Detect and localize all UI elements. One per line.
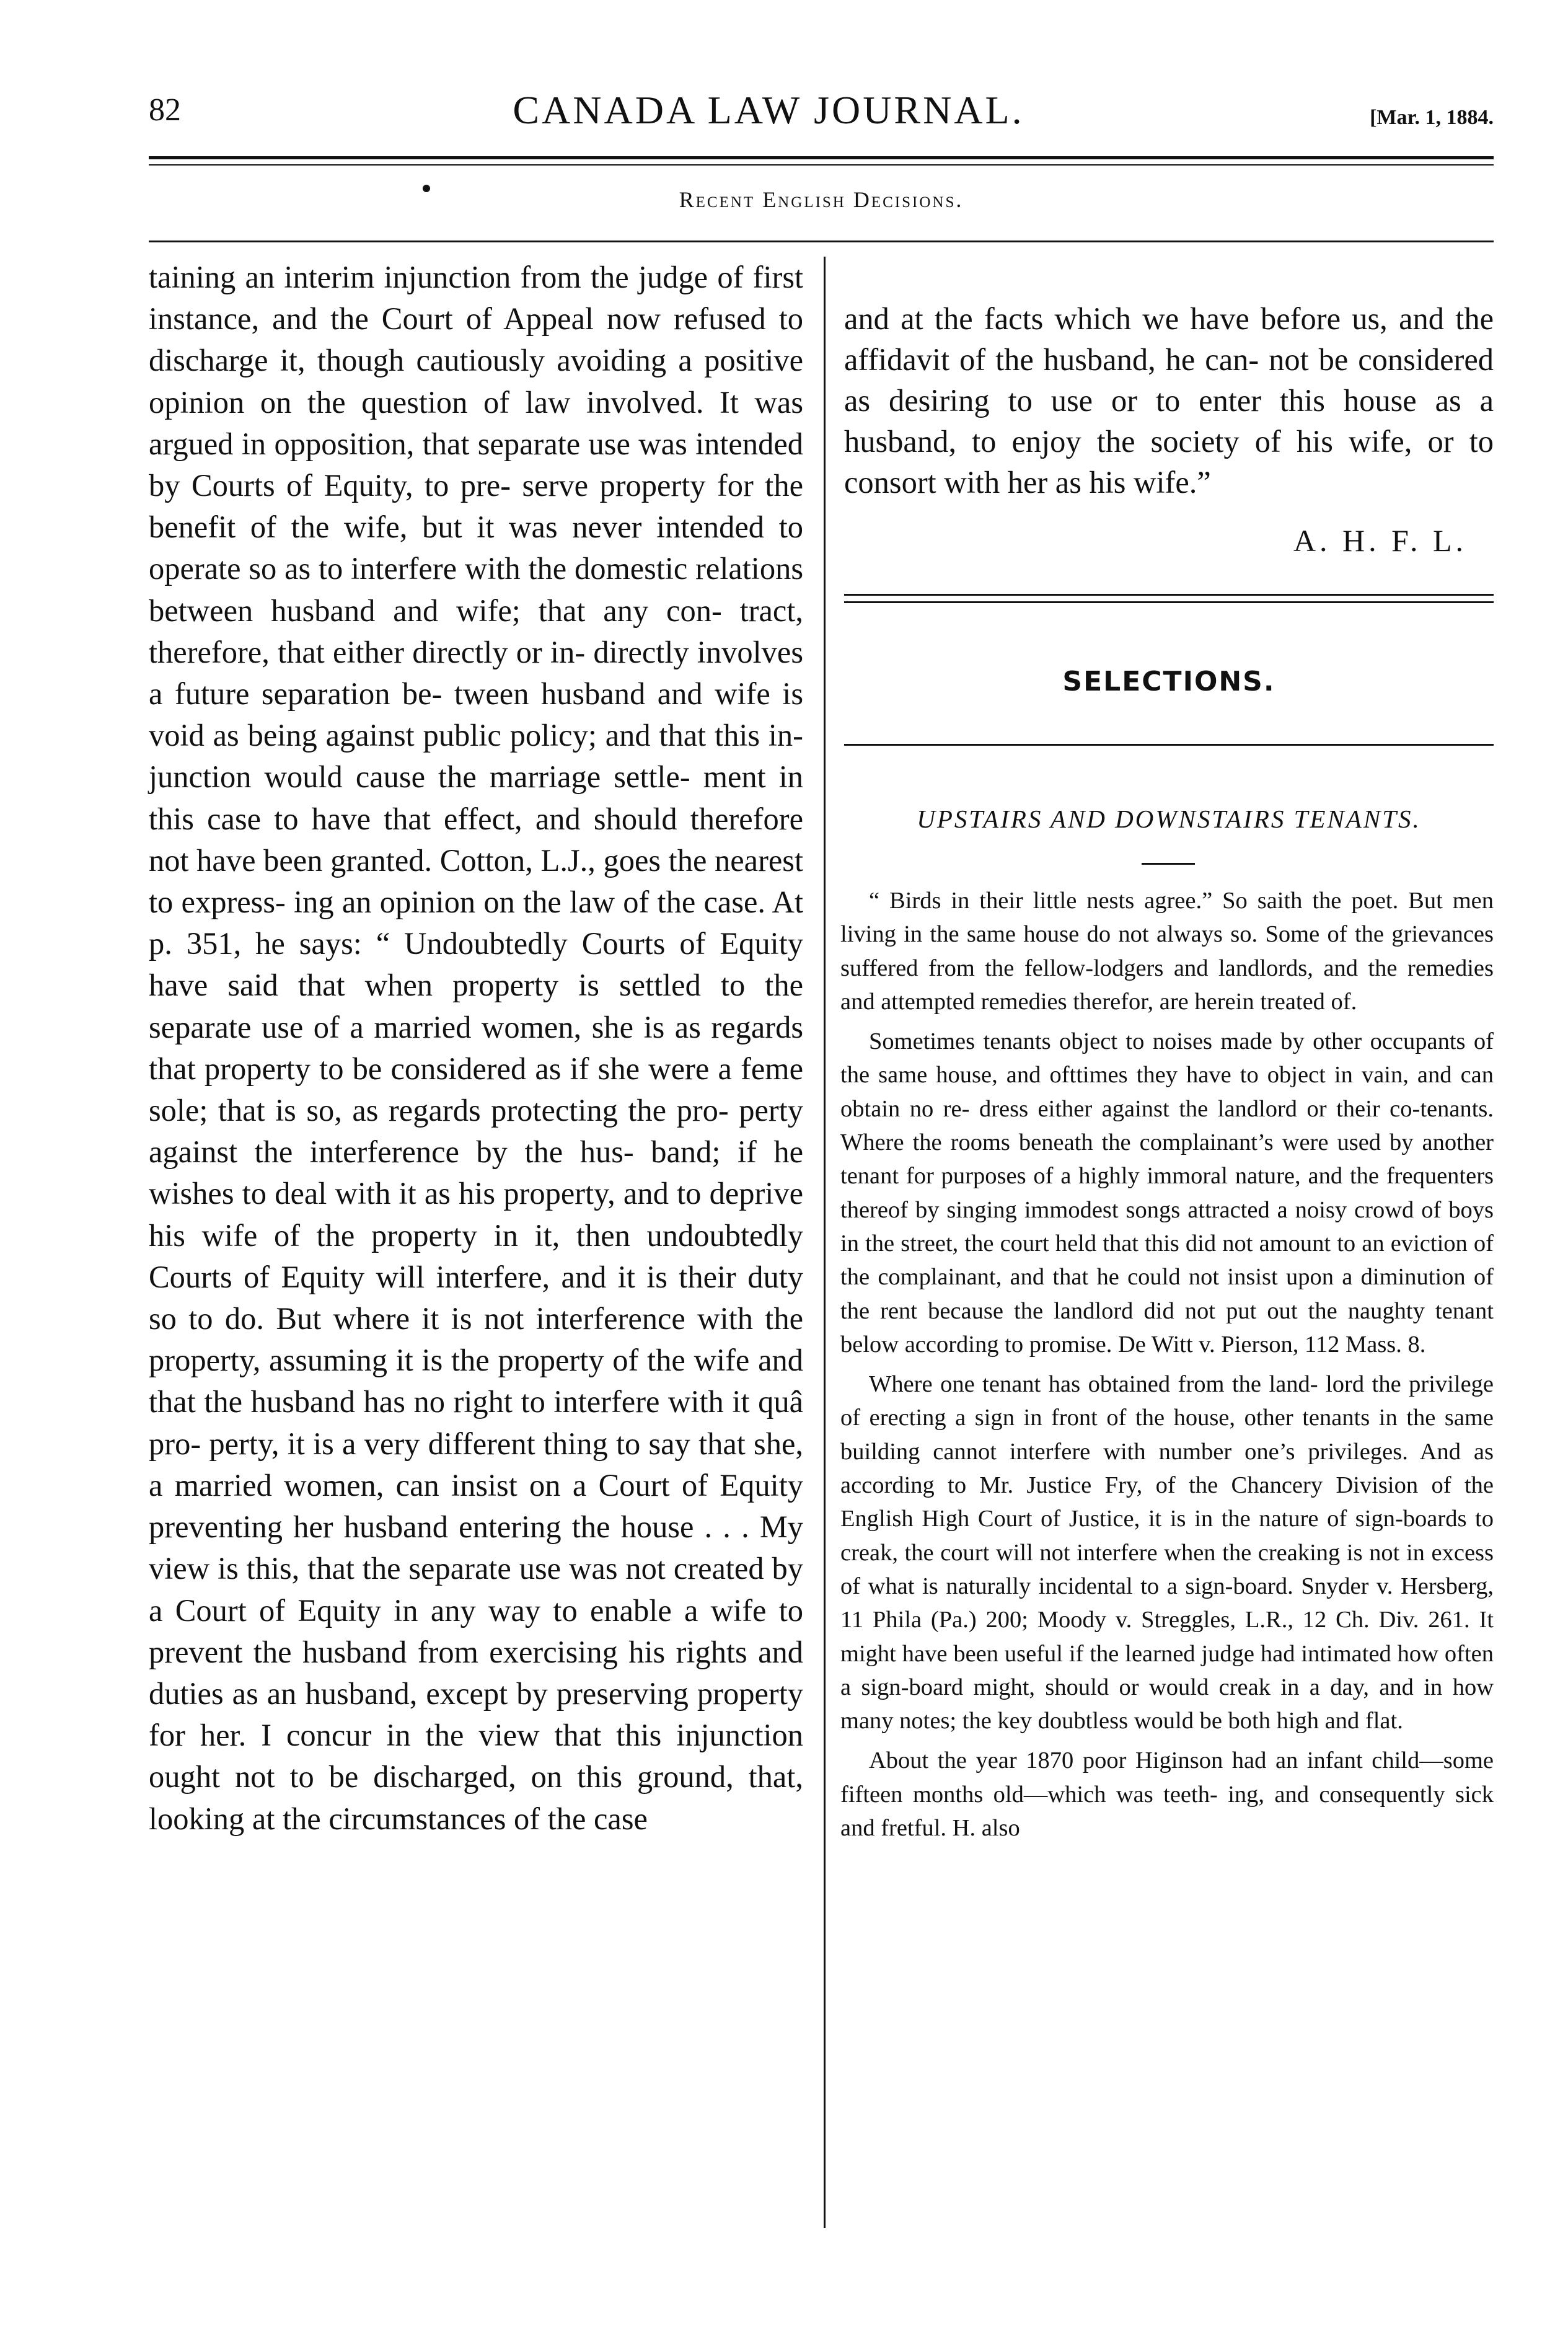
- running-head: Recent English Decisions.: [679, 187, 964, 212]
- running-head-rule: [149, 241, 1494, 242]
- left-column: [149, 257, 803, 1840]
- section-heading: SELECTIONS.: [1062, 666, 1275, 697]
- left-column-paragraph: taining an interim injunction from the judge of first instance, and the Court of Appeal now refused to discharge it, though cautiously avoiding a positive opinion on the question of law involved. It was argued in opposition, that separate use was intended by Courts of Equity, to pre- serve property for the benefit of the wife, but it was never intended to operate so as to interfere with the domestic relations between husband and wife; that any con- tract, therefore, that either directly or in- directly involves a future separation be- tween husband and wife is void as being against public policy; and that this in- junction would cause the marriage settle- ment in this case to have that effect, and should therefore not have been granted. Cotton, L.J., goes the nearest to express- ing an opinion on the law of the case. At p. 351, he says: “ Undoubtedly Courts of Equity have said that when property is settled to the separate use of a married women, she is as regards that property to be considered as if she were a feme sole; that is so, as regards protecting the pro- perty against the interference by the hus- band; if he wishes to deal with it as his property, and to deprive his wife of the property in it, then undoubtedly Courts of Equity will interfere, and it is their duty so to do. But where it is not interference with the property, assuming it is the property of the wife and that the husband has no right to interfere with it quâ pro- perty, it is a very different thing to say that she, a married women, can insist on a Court of Equity preventing her husband entering the house . . . My view is this, that the separate use was not created by a Court of Equity in any way to enable a wife to prevent the husband from exercising his rights and duties as an husband, except by preserving property for her. I concur in the view that this injunction ought not to be discharged, on this ground, that, looking at the circumstances of the case: [149, 260, 803, 1836]
- column-divider: [824, 257, 826, 2228]
- issue-date: [Mar. 1, 1884.: [1370, 106, 1494, 129]
- section-rule-double-2: [844, 601, 1494, 603]
- continuation-paragraph: and at the facts which we have before us, and the affidavit of the husband, he can- not be considered as desiring to use or to enter this house as a husband, to enjoy the society of his wife, or to consort with her as his wife.”: [844, 301, 1494, 500]
- article-title-dash: [1142, 863, 1195, 865]
- header-rule-thick: [149, 156, 1494, 159]
- article-paragraph: About the year 1870 poor Higinson had an infant child—some fifteen months old—which was teeth- ing, and consequently sick and fretful. H. also: [840, 1747, 1494, 1842]
- section-rule-double-1: [844, 594, 1494, 596]
- article-paragraph: “ Birds in their little nests agree.” So saith the poet. But men living in the same house do not always so. Some of the grievances suffered from the fellow-lodgers and landlords, and the remedies and attempted remedies therefor, are herein treated of.: [840, 888, 1494, 1015]
- header-rule-thin: [149, 164, 1494, 166]
- article-paragraph: Where one tenant has obtained from the land- lord the privilege of erecting a sign in front of the house, other tenants in the same building cannot interfere with number one’s privileges. And as according to Mr. Justice Fry, of the Chancery Division of the English High Court of Justice, it is in the nature of sign-boards to creak, the court will not interfere when the creaking is not in excess of what is naturally incidental to a sign-board. Snyder v. Hersberg, 11 Phila (Pa.) 200; Moody v. Streggles, L.R., 12 Ch. Div. 261. It might have been useful if the learned judge had intimated how often a sign-board might, should or would creak in a day, and in how many notes; the key doubtless would be both high and flat.: [840, 1371, 1494, 1734]
- page-number: 82: [149, 92, 181, 128]
- right-column-continuation: [844, 267, 1494, 534]
- article-title: UPSTAIRS AND DOWNSTAIRS TENANTS.: [917, 805, 1421, 833]
- section-heading-rule: [844, 744, 1494, 746]
- journal-title: CANADA LAW JOURNAL.: [513, 88, 1024, 132]
- article-body: [840, 884, 1494, 1851]
- author-signature: A. H. F. L.: [1293, 523, 1467, 558]
- article-paragraph: Sometimes tenants object to noises made by other occupants of the same house, and ofttimes they have to object in vain, and can obtain no re- dress either against the landlord or their co-tenants. Where the rooms beneath the complainant’s were used by another tenant for purposes of a highly immoral nature, and the frequenters thereof by singing immodest songs attracted a noisy crowd of boys in the street, the court held that this did not amount to an eviction of the complainant, and that he could not insist upon a diminution of the rent because the landlord did not put out the naughty tenant below according to promise. De Witt v. Pierson, 112 Mass. 8.: [840, 1028, 1494, 1358]
